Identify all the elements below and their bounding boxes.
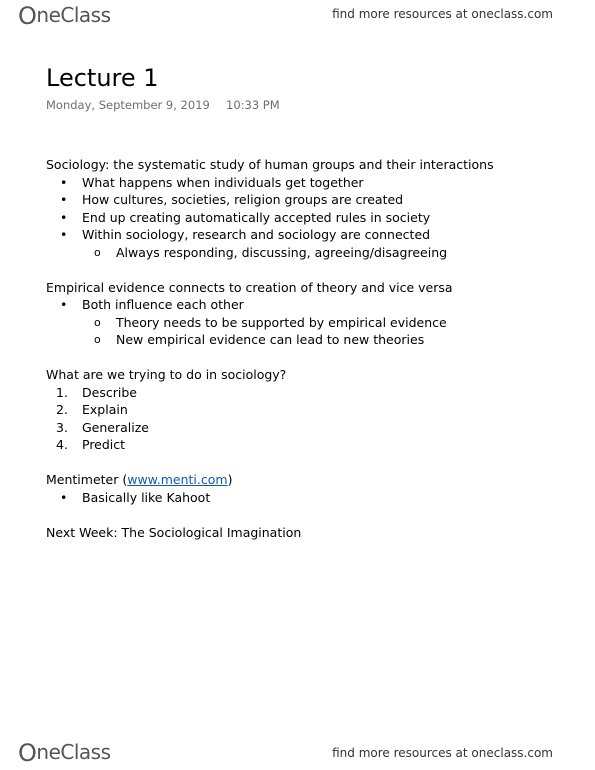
list-item: • Basically like Kahoot (60, 489, 211, 505)
sub-list-item: o New empirical evidence can lead to new theories (94, 332, 425, 347)
sub-list-item: o Theory needs to be supported by empirical evidence (94, 314, 447, 330)
list-item: 4. Predict (56, 437, 126, 452)
list-item: • Within sociology, research and sociology are connected (60, 227, 431, 242)
note-date: Monday, September 9, 2019 (46, 98, 210, 112)
section-heading: Empirical evidence connects to creation of theory and vice versa (46, 279, 453, 295)
bullet-list (46, 296, 566, 349)
bullet-list (46, 489, 566, 507)
bullet-list (46, 174, 566, 262)
note-content (46, 156, 566, 541)
bullet-icon: • (60, 297, 68, 312)
note-meta (46, 98, 280, 112)
numbered-list (46, 384, 566, 454)
logo-mark: O (18, 739, 37, 767)
oneclass-logo-footer (18, 739, 111, 767)
circle-bullet-icon: o (94, 315, 101, 329)
promo-text-top: find more resources at oneclass.com (332, 7, 553, 21)
bullet-icon: • (60, 227, 68, 242)
section-heading: Sociology: the systematic study of human groups and their interactions (46, 157, 494, 172)
sub-list-item: o Always responding, discussing, agreeing/disagreeing (94, 244, 448, 260)
list-number: 1. (56, 384, 68, 400)
bullet-icon: • (60, 174, 68, 190)
bullet-icon: • (60, 489, 68, 505)
section-heading: Mentimeter (www.menti.com) (46, 472, 233, 487)
list-item: • What happens when individuals get together (60, 174, 364, 190)
logo-text: neClass (36, 3, 111, 27)
list-item: 1. Describe (56, 384, 137, 400)
list-item: • Both influence each other (60, 297, 244, 312)
bullet-icon: • (60, 209, 68, 225)
logo-text: neClass (36, 740, 111, 764)
list-item: 2. Explain (56, 402, 128, 417)
list-number: 2. (56, 402, 68, 417)
list-number: 3. (56, 419, 68, 435)
bullet-icon: • (60, 192, 68, 207)
section-heading: What are we trying to do in sociology? (46, 367, 287, 382)
menti-link[interactable]: www.menti.com (127, 472, 228, 487)
list-item: • How cultures, societies, religion groups are created (60, 192, 404, 207)
circle-bullet-icon: o (94, 333, 101, 346)
promo-text-bottom: find more resources at oneclass.com (332, 746, 553, 760)
list-number: 4. (56, 437, 68, 452)
section-heading: Next Week: The Sociological Imagination (46, 524, 302, 540)
list-item: 3. Generalize (56, 419, 149, 435)
circle-bullet-icon: o (94, 245, 101, 259)
page-title: Lecture 1 (46, 64, 159, 92)
logo-mark: O (18, 2, 37, 30)
note-time: 10:33 PM (226, 98, 280, 112)
oneclass-logo (18, 2, 111, 30)
list-item: • End up creating automatically accepted rules in society (60, 209, 431, 225)
